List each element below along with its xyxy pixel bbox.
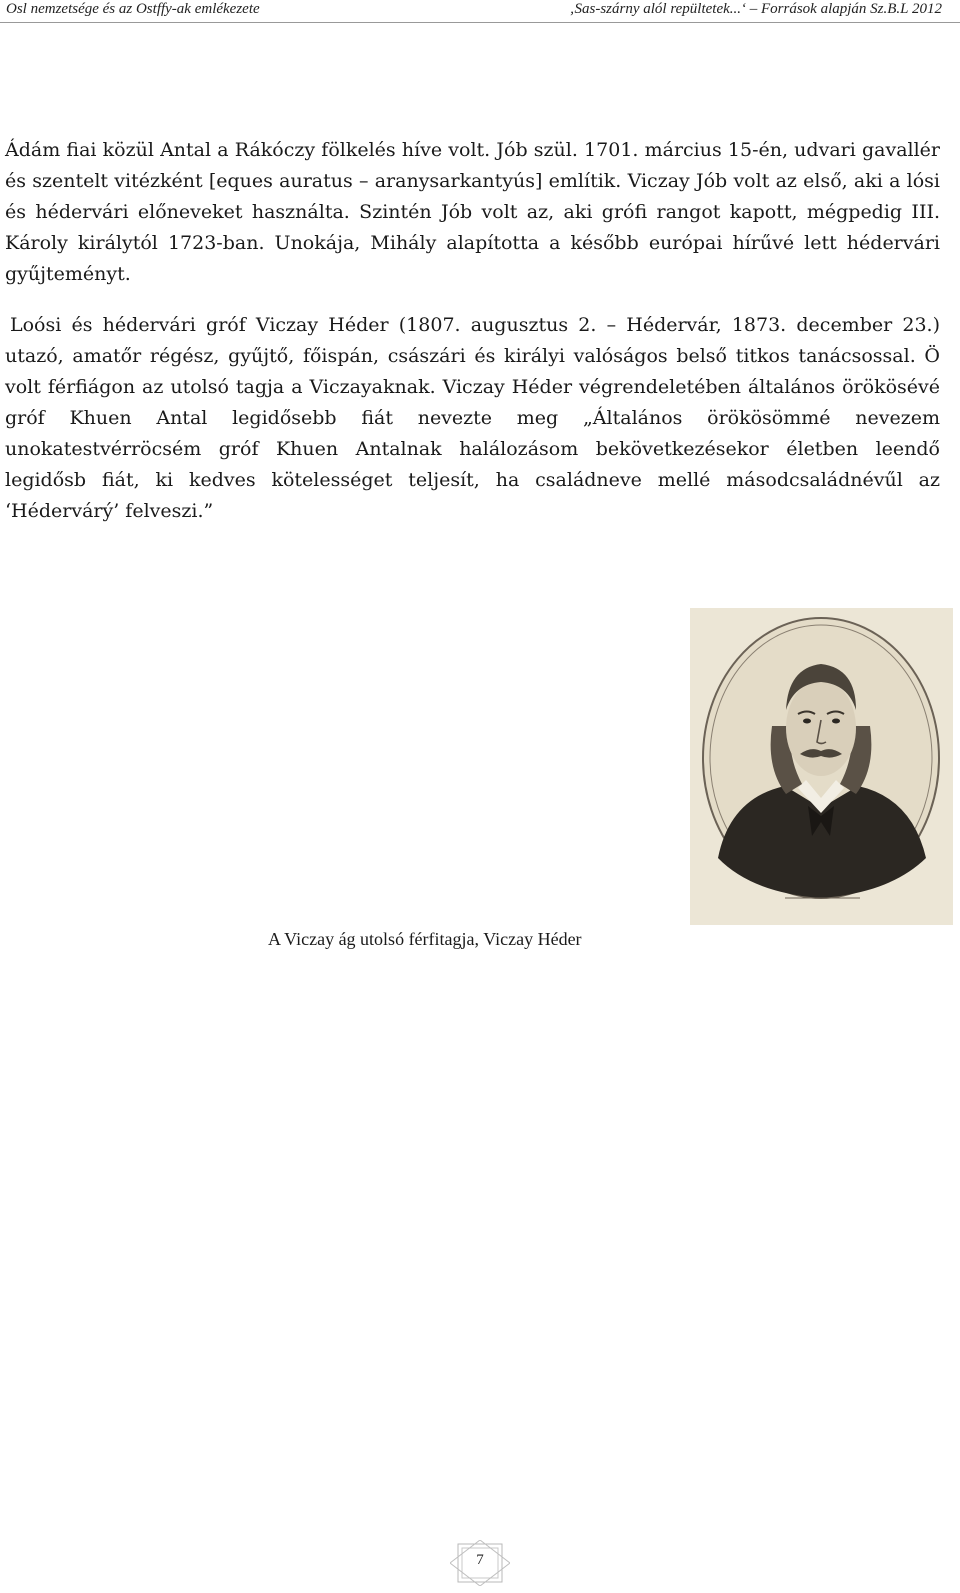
paragraph-viczay-heder: Loósi és hédervári gróf Viczay Héder (1807. augusztus 2. – Hédervár, 1873. december 23.) utazó, amatőr régész, gyűjtő, főispán, császári és királyi valóságos belső titkos tanácsossal. Ö volt férfiágon az utolsó tagja a Viczayaknak. Viczay Héder végrendeletében általános örökösévé gróf Khuen Antal legidősebb fiát nevezte meg „Általános örökösömmé nevezem unokatestvérröcsém gróf Khuen Antalnak halálozásom bekövetkezésekor életben leendő legidősb fiát, ki kedves kötelességet teljesít, ha családneve mellé másodcsaládnévűl az ‘Hédervárý’ felveszi.”	[5, 314, 940, 522]
figure-caption: A Viczay ág utolsó férfitagja, Viczay Héder	[268, 929, 582, 949]
running-header	[0, 0, 960, 24]
paragraph-viczay-job: Ádám fiai közül Antal a Rákóczy fölkelés híve volt. Jób szül. 1701. március 15-én, udvari gavallér és szentelt vitézként [eques auratus – aranysarkantyús] említik. Viczay Jób volt az első, aki a lósi és hédervári előneveket használta. Szintén Jób volt az, aki grófi rangot kapott, mégpedig III. Károly királytól 1723-ban. Unokája, Mihály alapította a később európai hírűvé lett hédervári gyűjteményt.	[5, 139, 940, 285]
header-book-title: Osl nemzetsége és az Ostffy-ak emlékezete	[6, 1, 260, 17]
portrait-illustration	[690, 608, 953, 925]
page-number: 7	[476, 1552, 484, 1568]
header-source-note: ‚Sas-szárny alól repültetek...‘ – Források alapján Sz.B.L 2012	[569, 1, 942, 17]
portrait-engraving	[690, 608, 953, 925]
page-number-badge	[450, 1540, 510, 1586]
header-rule	[0, 22, 960, 23]
